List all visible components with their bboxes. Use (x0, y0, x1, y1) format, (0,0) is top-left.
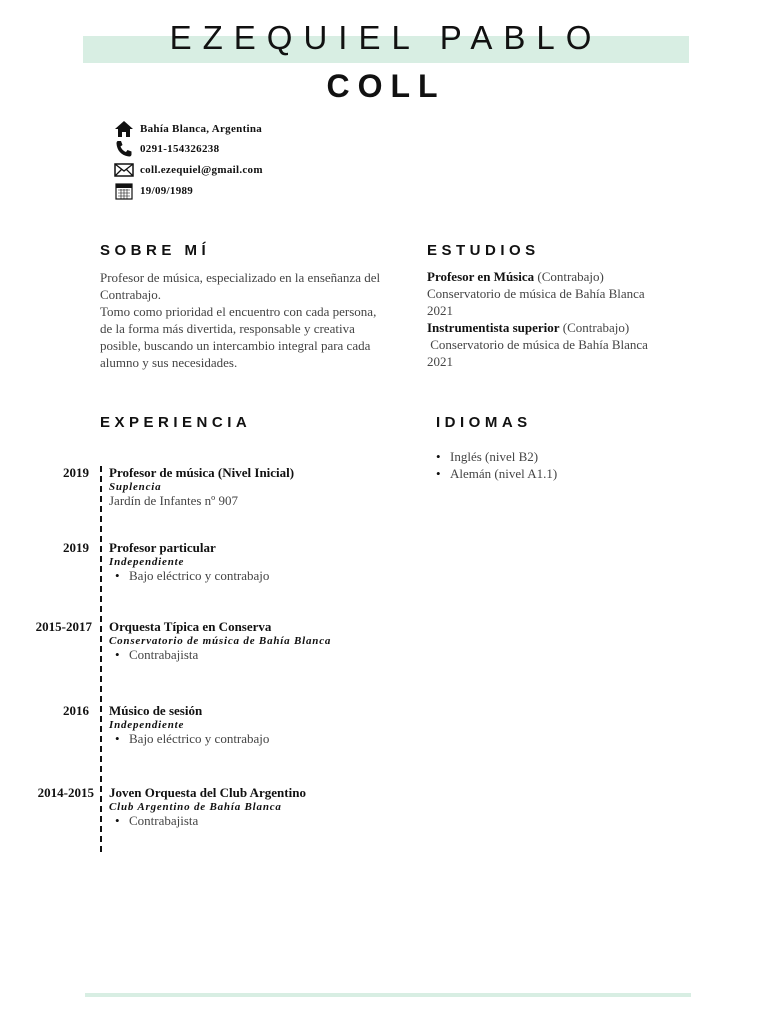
experience-detail: Jardín de Infantes nº 907 (109, 493, 238, 508)
email-text[interactable]: coll.ezequiel@gmail.com (140, 164, 263, 176)
experience-role: Profesor particular (109, 540, 216, 555)
phone-text: 0291-154326238 (140, 143, 220, 155)
study-degree: Instrumentista superior (427, 320, 560, 335)
language-item: • Alemán (nivel A1.1) (430, 465, 710, 482)
experience-role: Orquesta Típica en Conserva (109, 619, 272, 634)
studies-list (427, 268, 717, 370)
study-institution: Conservatorio de música de Bahía Blanca (427, 337, 648, 352)
about-title: SOBRE MÍ (100, 242, 211, 259)
study-year: 2021 (427, 354, 453, 369)
experience-title: EXPERIENCIA (100, 414, 252, 431)
study-specialty: (Contrabajo) (559, 320, 630, 335)
contact-birthdate (114, 181, 193, 201)
birthdate-text: 19/09/1989 (140, 185, 194, 197)
experience-org: Independiente (109, 556, 185, 568)
study-item (427, 319, 717, 370)
languages-title: IDIOMAS (436, 414, 532, 431)
experience-role: Joven Orquesta del Club Argentino (109, 785, 306, 800)
study-specialty: (Contrabajo) (534, 269, 604, 284)
experience-org: Club Argentino de Bahía Blanca (109, 801, 282, 813)
last-name: COLL (326, 68, 446, 104)
study-degree: Profesor en Música (427, 269, 535, 284)
experience-detail: • Contrabajista (109, 647, 409, 663)
study-institution: Conservatorio de música de Bahía Blanca (427, 286, 645, 301)
languages-list (430, 448, 710, 482)
bottom-accent-line (85, 993, 691, 997)
experience-org: Conservatorio de música de Bahía Blanca (109, 635, 332, 647)
home-icon (114, 120, 134, 138)
experience-year: 2019 (63, 540, 89, 555)
experience-detail: • Bajo eléctrico y contrabajo (109, 731, 409, 747)
experience-org: Suplencia (109, 481, 162, 493)
experience-year: 2014-2015 (37, 785, 94, 800)
experience-year: 2016 (63, 703, 89, 718)
experience-org: Independiente (109, 719, 185, 731)
experience-role: Profesor de música (Nivel Inicial) (109, 465, 295, 480)
experience-role: Músico de sesión (109, 703, 203, 718)
phone-icon (114, 140, 134, 158)
experience-detail: • Contrabajista (109, 813, 409, 829)
contact-phone (114, 139, 219, 159)
study-year: 2021 (427, 303, 453, 318)
timeline-line (100, 466, 102, 852)
about-text (100, 269, 390, 371)
contact-email (114, 160, 263, 180)
first-name: EZEQUIEL PABLO (169, 19, 603, 56)
language-item: • Inglés (nivel B2) (430, 448, 710, 465)
experience-year: 2015-2017 (35, 619, 92, 634)
mail-icon (114, 161, 134, 179)
about-line1: Profesor de música, especializado en la enseñanza del Contrabajo. (100, 270, 381, 302)
location-text: Bahía Blanca, Argentina (140, 123, 263, 135)
experience-detail: • Bajo eléctrico y contrabajo (109, 568, 409, 584)
study-item (427, 268, 717, 319)
about-line2: Tomo como prioridad el encuentro con cada persona, de la forma más divertida, responsable y creativa posible, buscando un intercambio integral para cada alumno y sus necesidades. (100, 304, 377, 370)
calendar-icon (114, 182, 134, 200)
studies-title: ESTUDIOS (427, 242, 540, 259)
experience-year: 2019 (63, 465, 89, 480)
contact-location (114, 119, 262, 139)
